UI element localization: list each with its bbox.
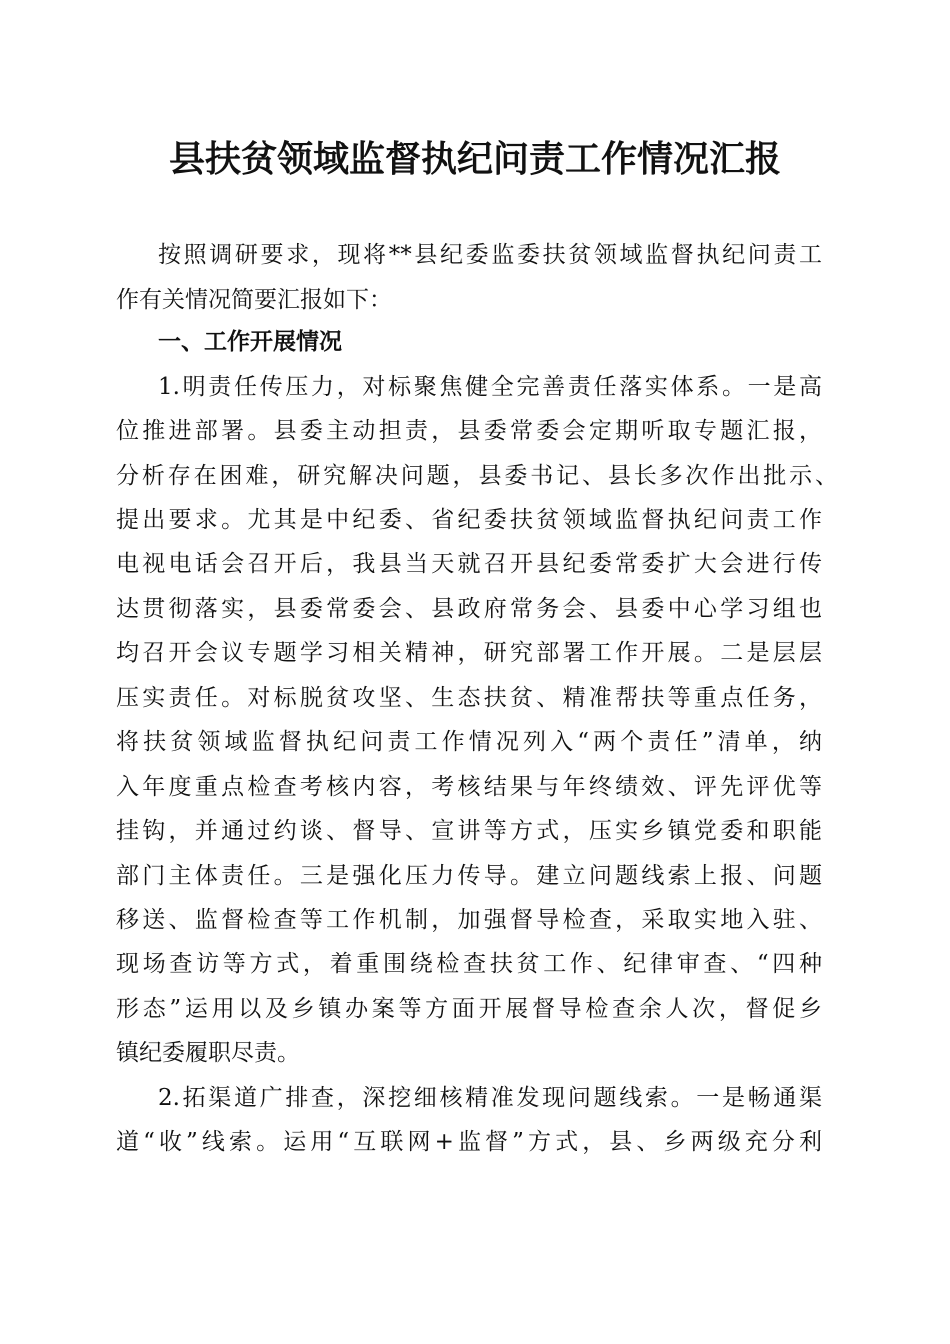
paragraph-line: 部门主体责任。三是强化压力传导。建立问题线索上报、问题: [116, 863, 822, 889]
paragraph-line: 入年度重点检查考核内容，考核结果与年终绩效、评先评优等: [116, 774, 822, 800]
paragraph-line: 移送、监督检查等工作机制，加强督导检查，采取实地入驻、: [116, 907, 822, 933]
section-heading: 一、工作开展情况: [158, 329, 342, 355]
paragraph-line: 达贯彻落实，县委常委会、县政府常务会、县委中心学习组也: [116, 596, 822, 622]
paragraph-line: 电视电话会召开后，我县当天就召开县纪委常委扩大会进行传: [116, 551, 822, 577]
paragraph-line: 按照调研要求，现将**县纪委监委扶贫领域监督执纪问责工: [158, 242, 822, 268]
paragraph-line: 分析存在困难，研究解决问题，县委书记、县长多次作出批示、: [116, 463, 838, 489]
paragraph-line: 作有关情况简要汇报如下：: [116, 287, 392, 313]
paragraph-line: 均召开会议专题学习相关精神，研究部署工作开展。二是层层: [116, 640, 822, 666]
paragraph-line: 2.拓渠道广排查，深挖细核精准发现问题线索。一是畅通渠: [158, 1085, 822, 1111]
paragraph-line: 镇纪委履职尽责。: [116, 1040, 300, 1066]
paragraph-line: 提出要求。尤其是中纪委、省纪委扶贫领域监督执纪问责工作: [116, 507, 822, 533]
paragraph-line: 挂钩，并通过约谈、督导、宣讲等方式，压实乡镇党委和职能: [116, 818, 822, 844]
paragraph-line: 将扶贫领域监督执纪问责工作情况列入“两个责任”清单，纳: [116, 729, 822, 755]
paragraph-line: 道“收”线索。运用“互联网+监督”方式，县、乡两级充分利: [116, 1129, 822, 1155]
document-title: 县扶贫领域监督执纪问责工作情况汇报: [168, 138, 781, 180]
paragraph-line: 位推进部署。县委主动担责，县委常委会定期听取专题汇报，: [116, 418, 822, 444]
paragraph-line: 1.明责任传压力，对标聚焦健全完善责任落实体系。一是高: [158, 374, 822, 400]
paragraph-line: 压实责任。对标脱贫攻坚、生态扶贫、精准帮扶等重点任务，: [116, 685, 822, 711]
paragraph-line: 现场查访等方式，着重围绕检查扶贫工作、纪律审查、“四种: [116, 951, 822, 977]
paragraph-line: 形态”运用以及乡镇办案等方面开展督导检查余人次，督促乡: [116, 996, 822, 1022]
